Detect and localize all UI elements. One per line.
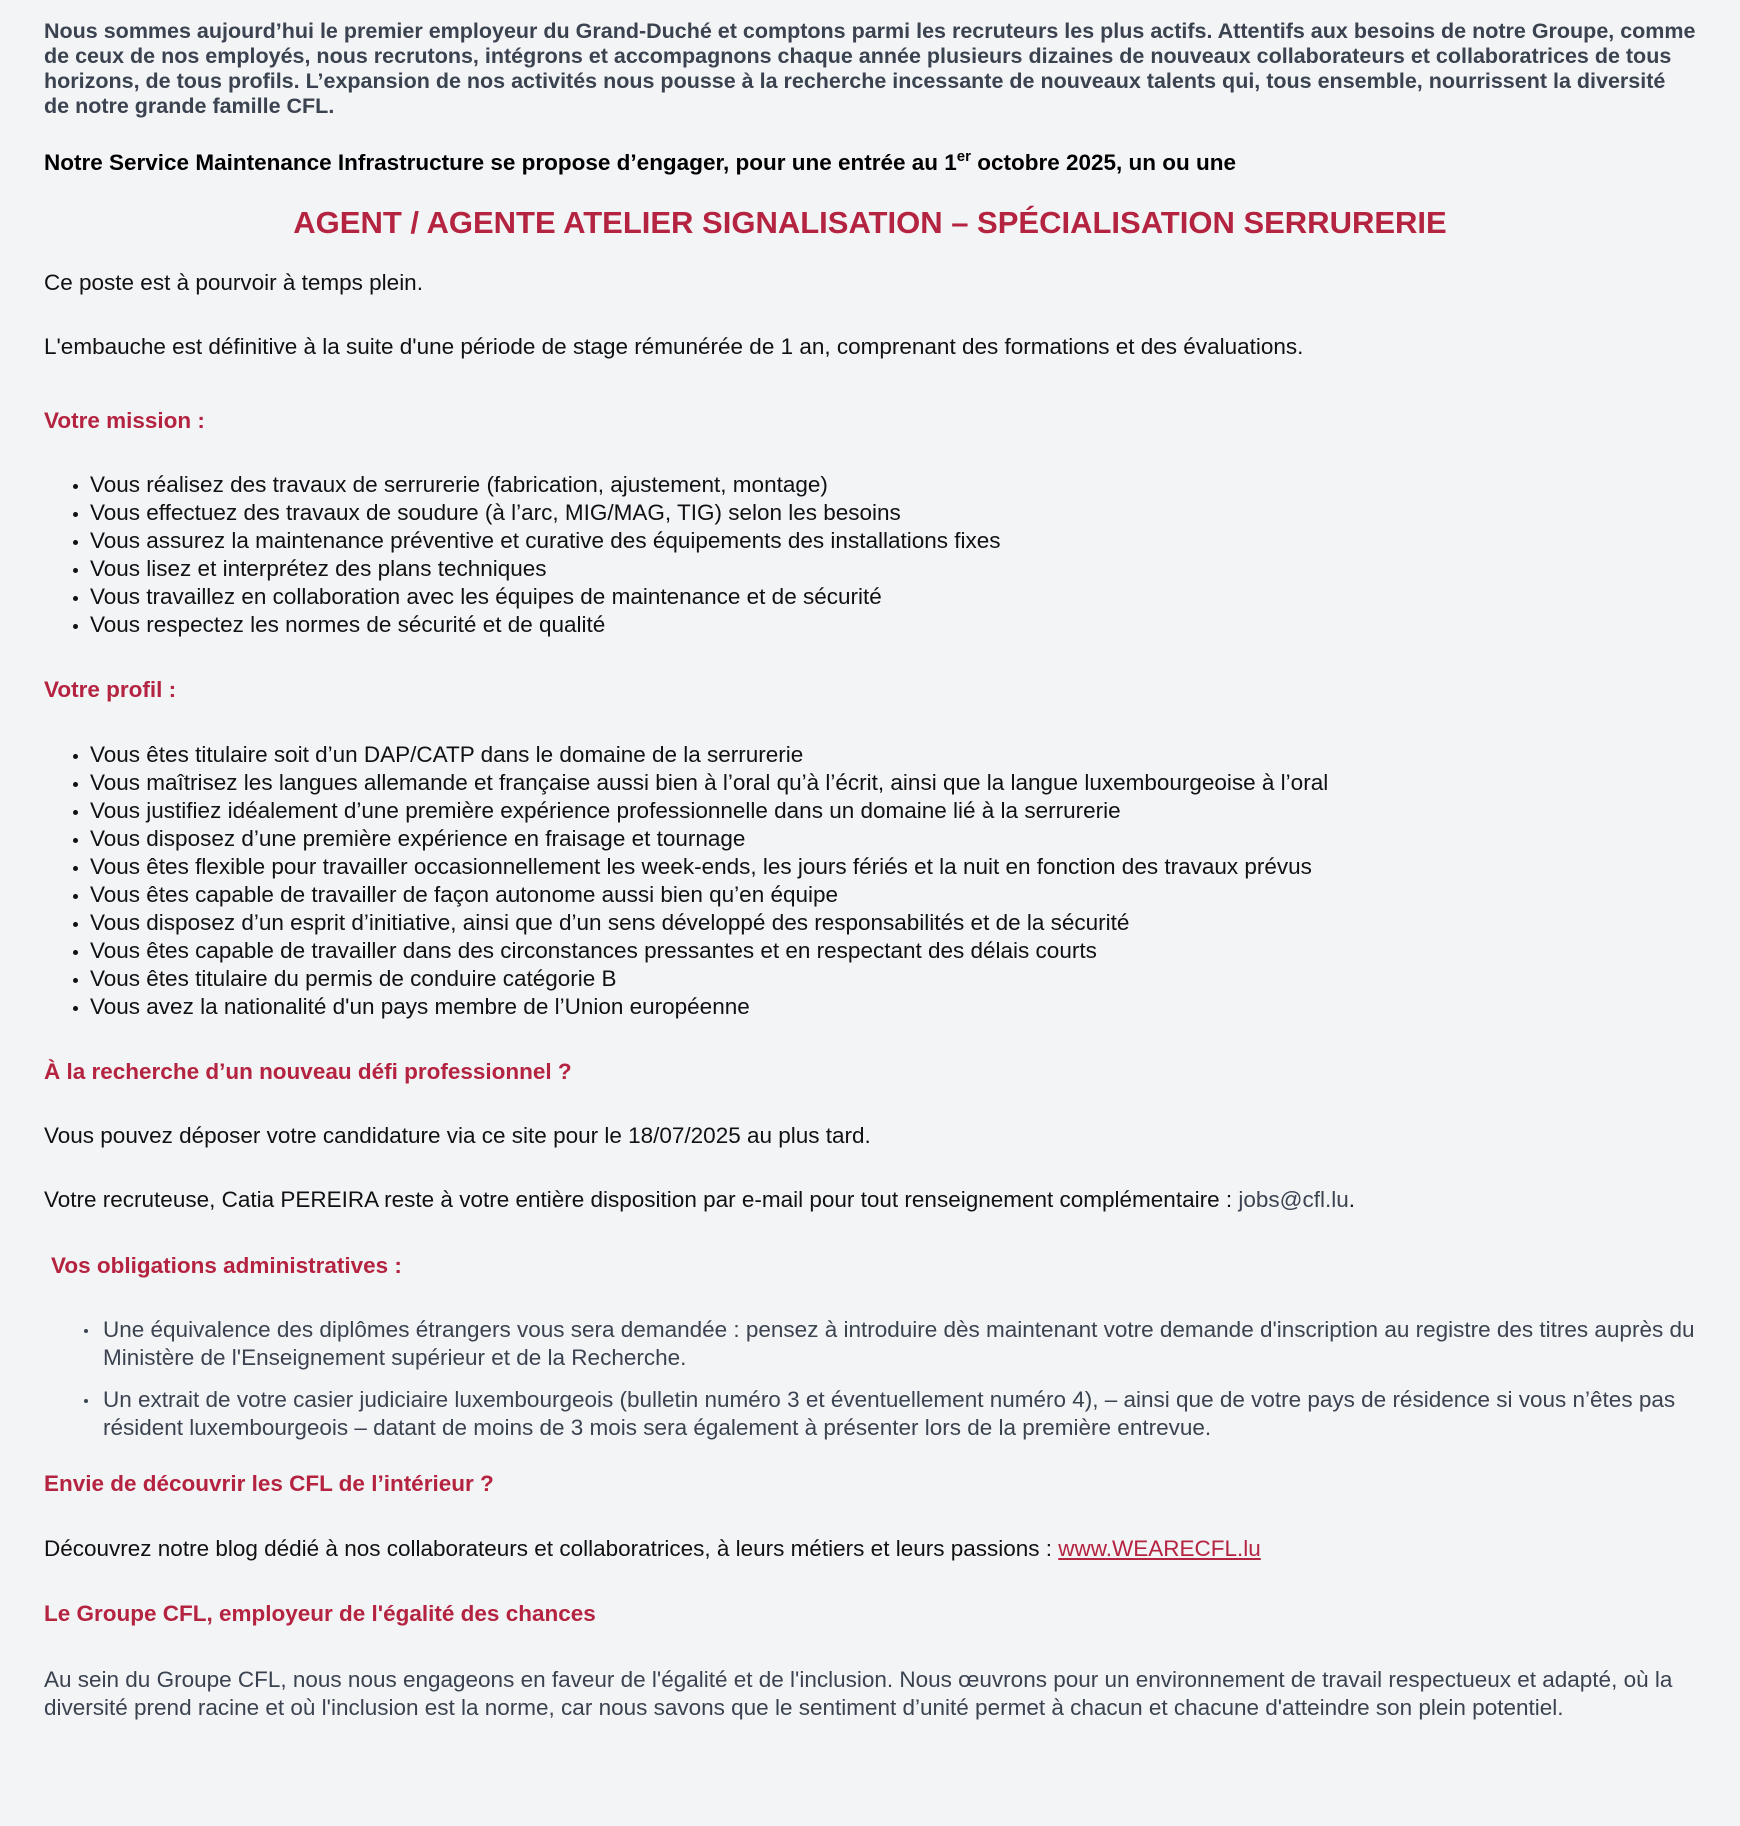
cfl-inside-heading: Envie de découvrir les CFL de l’intérieur ? [44,1471,494,1496]
obligations-heading: Vos obligations administratives : [51,1253,402,1278]
equality-heading: Le Groupe CFL, employeur de l'égalité des chances [44,1601,596,1626]
mission-list [44,471,1696,639]
profile-item: Vous maîtrisez les langues allemande et française aussi bien à l’oral qu’à l’écrit, ainsi que la langue luxembourgeoise à l’oral [90,769,1696,797]
mission-item: Vous effectuez des travaux de soudure (à l’arc, MIG/MAG, TIG) selon les besoins [90,499,1696,527]
equality-paragraph: Au sein du Groupe CFL, nous nous engageons en faveur de l'égalité et de l'inclusion. Nous œuvrons pour un environnement de travail respectueux et adapté, où la diversité prend racine et où l'inclusion est la norme, car nous savons que le sentiment d’unité permet à chacun et chacune d'atteindre son plein potentiel. [44,1667,1673,1720]
hiring-terms: L'embauche est définitive à la suite d'une période de stage rémunérée de 1 an, comprenant des formations et des évaluations. [44,334,1304,359]
mission-item: Vous réalisez des travaux de serrurerie (fabrication, ajustement, montage) [90,471,1696,499]
challenge-heading: À la recherche d’un nouveau défi professionnel ? [44,1059,572,1084]
profile-item: Vous disposez d’un esprit d’initiative, ainsi que d’un sens développé des responsabilités et de la sécurité [90,909,1696,937]
profile-heading: Votre profil : [44,677,177,702]
mission-item: Vous respectez les normes de sécurité et de qualité [90,611,1696,639]
mission-item: Vous assurez la maintenance préventive et curative des équipements des installations fixes [90,527,1696,555]
application-deadline: Vous pouvez déposer votre candidature via ce site pour le 18/07/2025 au plus tard. [44,1123,871,1148]
blog-paragraph [44,1535,1696,1563]
blog-link[interactable]: www.WEARECFL.lu [1058,1536,1261,1561]
obligations-list [44,1316,1696,1442]
profile-item: Vous êtes capable de travailler de façon autonome aussi bien qu’en équipe [90,881,1696,909]
mission-heading: Votre mission : [44,408,205,433]
profile-item: Vous disposez d’une première expérience en fraisage et tournage [90,825,1696,853]
recruiter-email: jobs@cfl.lu [1238,1187,1349,1212]
job-title: AGENT / AGENTE ATELIER SIGNALISATION – SPÉCIALISATION SERRURERIE [293,205,1447,240]
recruiter-contact-text: Votre recruteuse, Catia PEREIRA reste à votre entière disposition par e-mail pour tout renseignement complémentaire : [44,1187,1239,1212]
ordinal-suffix: er [956,148,971,165]
engagement-line [44,149,1696,177]
profile-item: Vous êtes flexible pour travailler occasionnellement les week-ends, les jours fériés et la nuit en fonction des travaux prévus [90,853,1696,881]
obligation-item: Une équivalence des diplômes étrangers vous sera demandée : pensez à introduire dès maintenant votre demande d'inscription au registre des titres auprès du Ministère de l'Enseignement supérieur et de la Recherche. [103,1317,1695,1370]
full-time-note: Ce poste est à pourvoir à temps plein. [44,270,423,295]
profile-item: Vous avez la nationalité d'un pays membre de l’Union européenne [90,993,1696,1021]
engagement-text-end: octobre 2025, un ou une [970,150,1237,175]
recruiter-contact [44,1186,1696,1214]
profile-item: Vous êtes capable de travailler dans des circonstances pressantes et en respectant des délais courts [90,937,1696,965]
obligation-item: Un extrait de votre casier judiciaire luxembourgeois (bulletin numéro 3 et éventuellement numéro 4), – ainsi que de votre pays de résidence si vous n’êtes pas résident luxembourgeois – datant de moins de 3 mois sera également à présenter lors de la première entrevue. [103,1386,1696,1442]
mission-item: Vous lisez et interprétez des plans techniques [90,555,1696,583]
mission-item: Vous travaillez en collaboration avec les équipes de maintenance et de sécurité [90,583,1696,611]
profile-item: Vous justifiez idéalement d’une première expérience professionnelle dans un domaine lié à la serrurerie [90,797,1696,825]
blog-text: Découvrez notre blog dédié à nos collaborateurs et collaboratrices, à leurs métiers et leurs passions : [44,1536,1059,1561]
recruiter-contact-period: . [1348,1187,1356,1212]
profile-item: Vous êtes titulaire soit d’un DAP/CATP dans le domaine de la serrurerie [90,741,1696,769]
intro-paragraph: Nous sommes aujourd’hui le premier employeur du Grand-Duché et comptons parmi les recruteurs les plus actifs. Attentifs aux besoins de notre Groupe, comme de ceux de nos employés, nous recrutons, intégrons et accompagnons chaque année plusieurs dizaines de nouveaux collaborateurs et collaboratrices de tous horizons, de tous profils. L’expansion de nos activités nous pousse à la recherche incessante de nouveaux talents qui, tous ensemble, nourrissent la diversité de notre grande famille CFL. [44,19,1696,118]
engagement-text-start: Notre Service Maintenance Infrastructure se propose d’engager, pour une entrée au 1 [44,150,957,175]
profile-item: Vous êtes titulaire du permis de conduire catégorie B [90,965,1696,993]
profile-list [44,741,1696,1021]
